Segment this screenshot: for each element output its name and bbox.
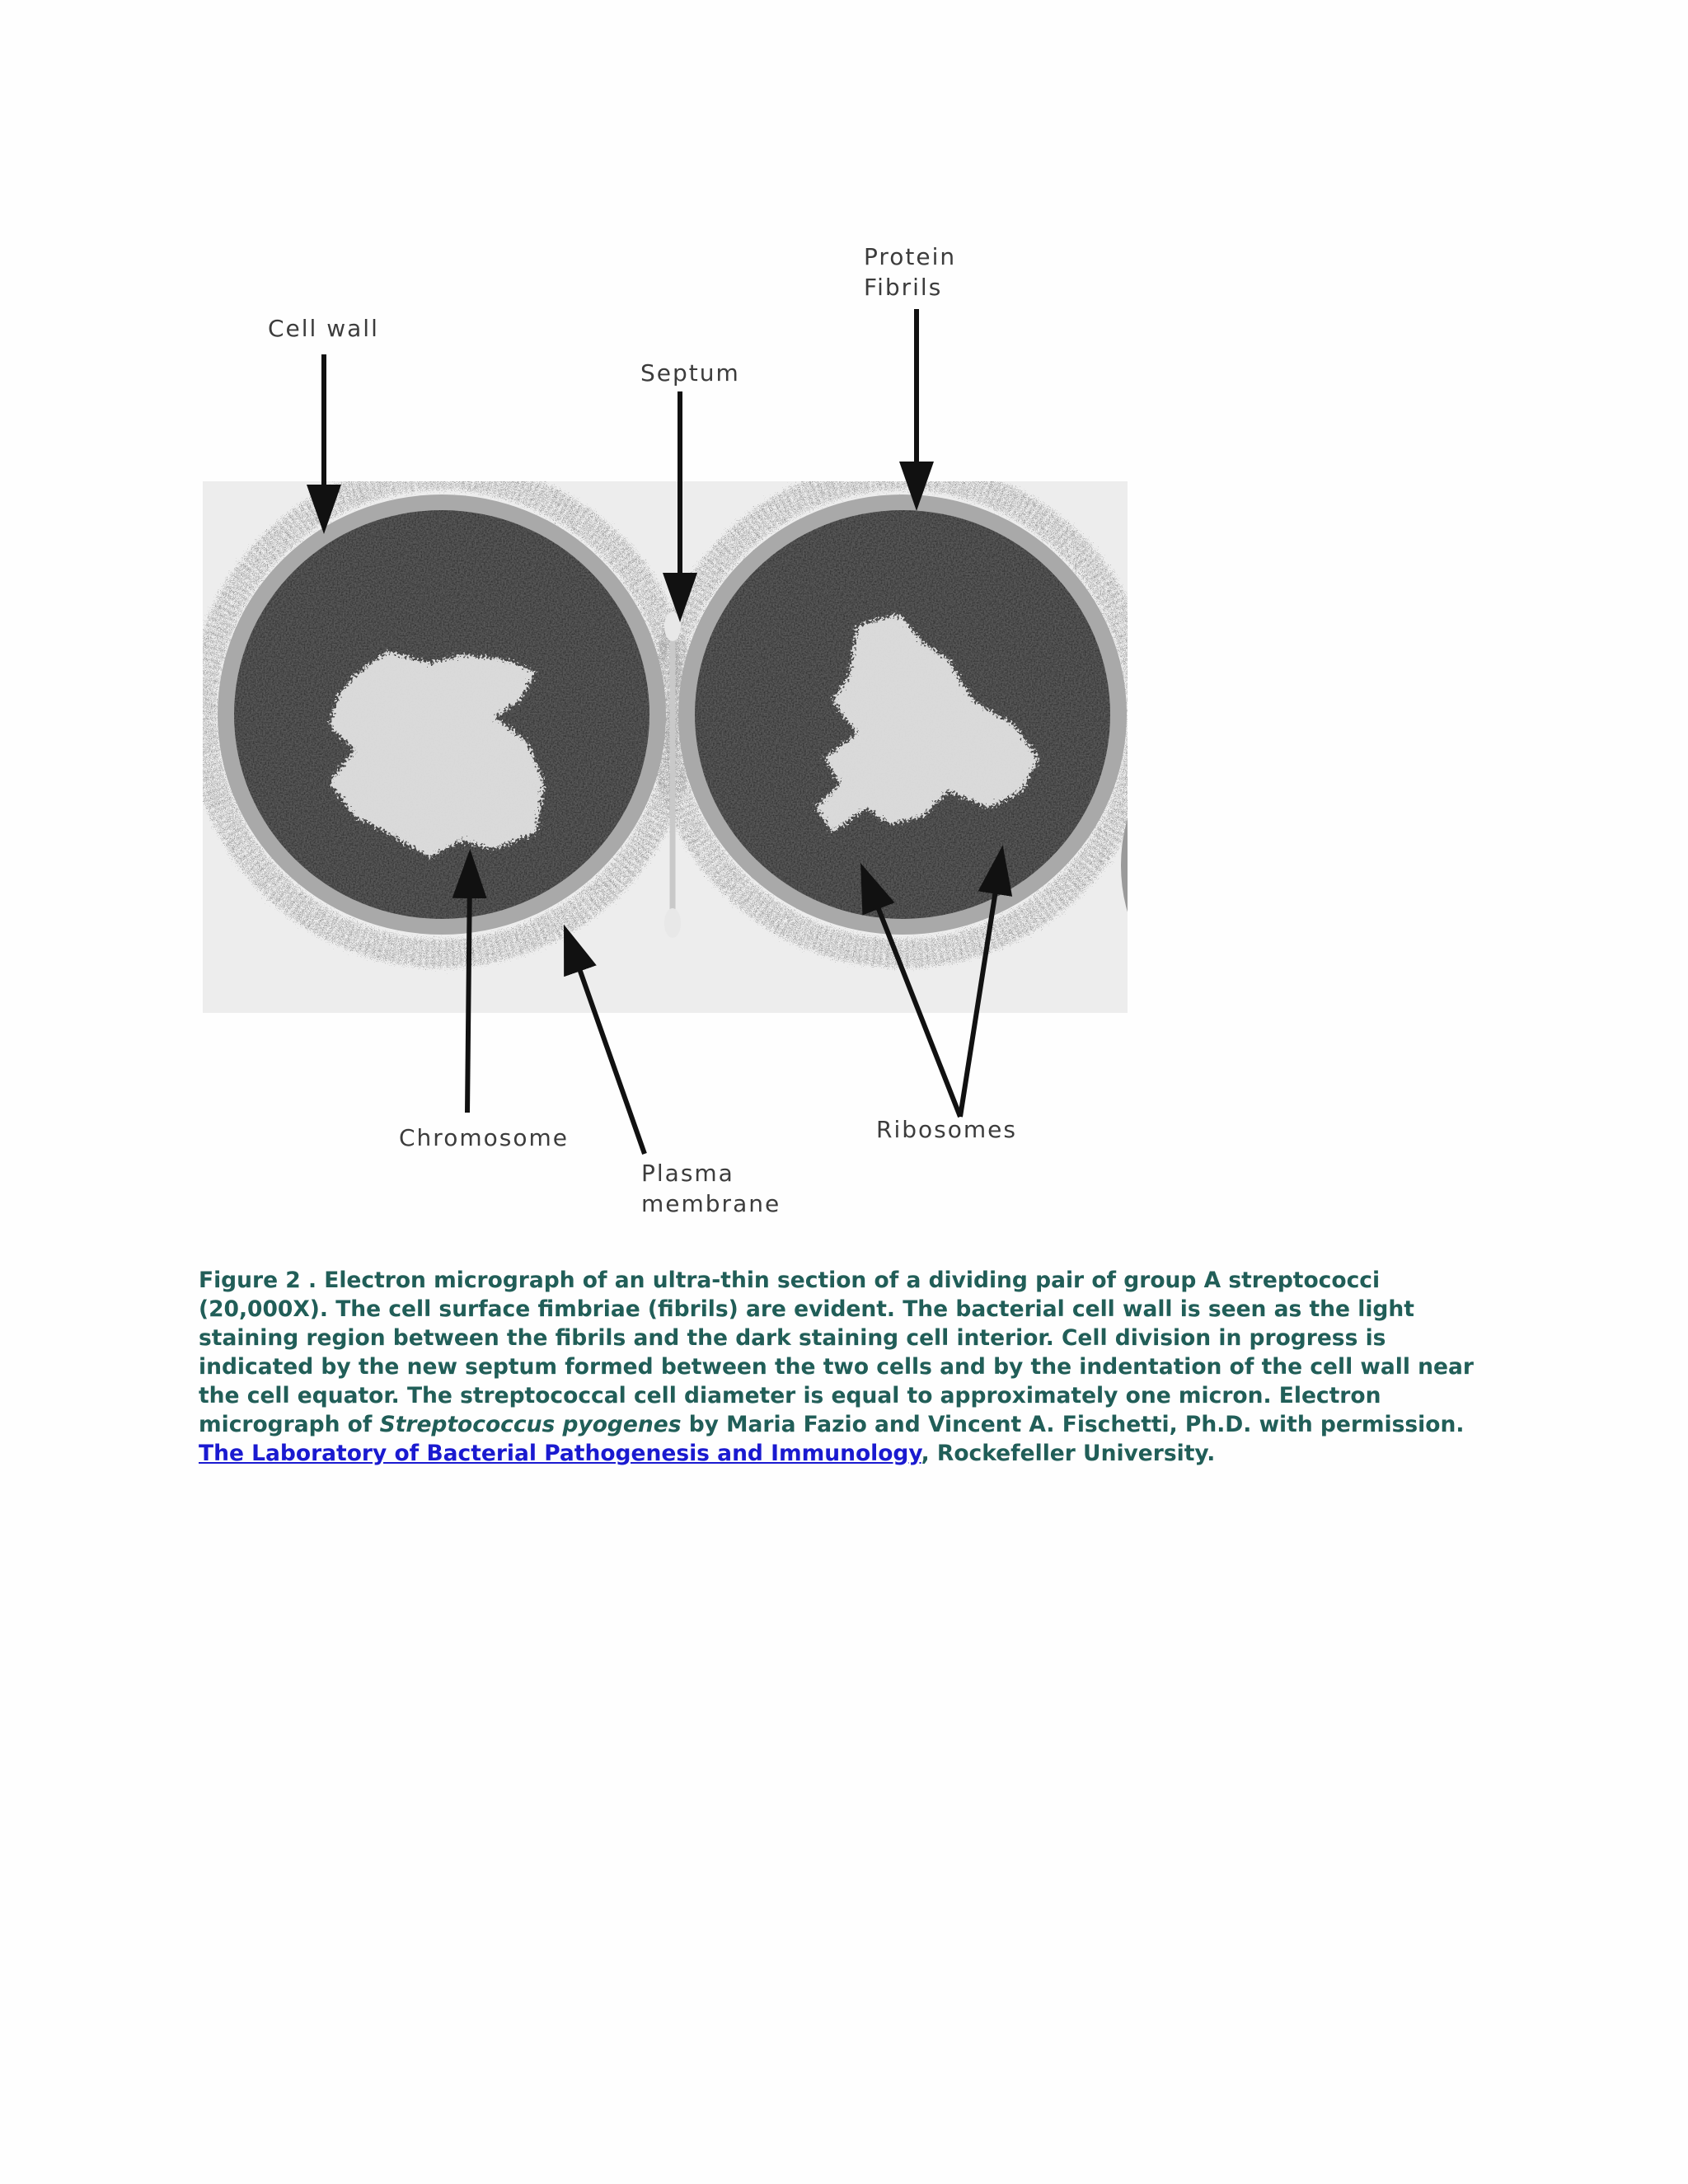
caption-text-2: by Maria Fazio and Vincent A. Fischetti, Ph.D. with permission.	[681, 1412, 1465, 1437]
caption-species-name: Streptococcus pyogenes	[379, 1412, 682, 1437]
micrograph-image	[203, 476, 1253, 1013]
figure-caption	[199, 1266, 1501, 1468]
label-plasma-membrane-line1: Plasma	[641, 1160, 734, 1187]
label-chromosome: Chromosome	[399, 1124, 569, 1151]
label-plasma-membrane-line2: membrane	[641, 1190, 781, 1217]
label-protein-fibrils-line2: Fibrils	[864, 274, 943, 301]
caption-text-3: , Rockefeller University.	[921, 1441, 1216, 1466]
label-ribosomes: Ribosomes	[876, 1116, 1017, 1143]
label-cell-wall: Cell wall	[268, 315, 379, 342]
chromosome-arrow	[467, 874, 470, 1113]
lab-link[interactable]: The Laboratory of Bacterial Pathogenesis and Immunology	[199, 1441, 921, 1466]
caption-text-1: Figure 2 . Electron micrograph of an ultra-thin section of a dividing pair of group A streptococci (20,000X). The cell surface fimbriae (fibrils) are evident. The bacterial cell wall is seen as the light staining region between the fibrils and the dark staining cell interior. Cell division in progress is indicated by the new septum formed between the two cells and by the indentation of the cell wall near the cell equator. The streptococcal cell diameter is equal to approximately one micron. Electron micrograph of	[199, 1268, 1474, 1437]
label-protein-fibrils-line1: Protein	[864, 243, 957, 270]
label-septum: Septum	[640, 359, 740, 387]
